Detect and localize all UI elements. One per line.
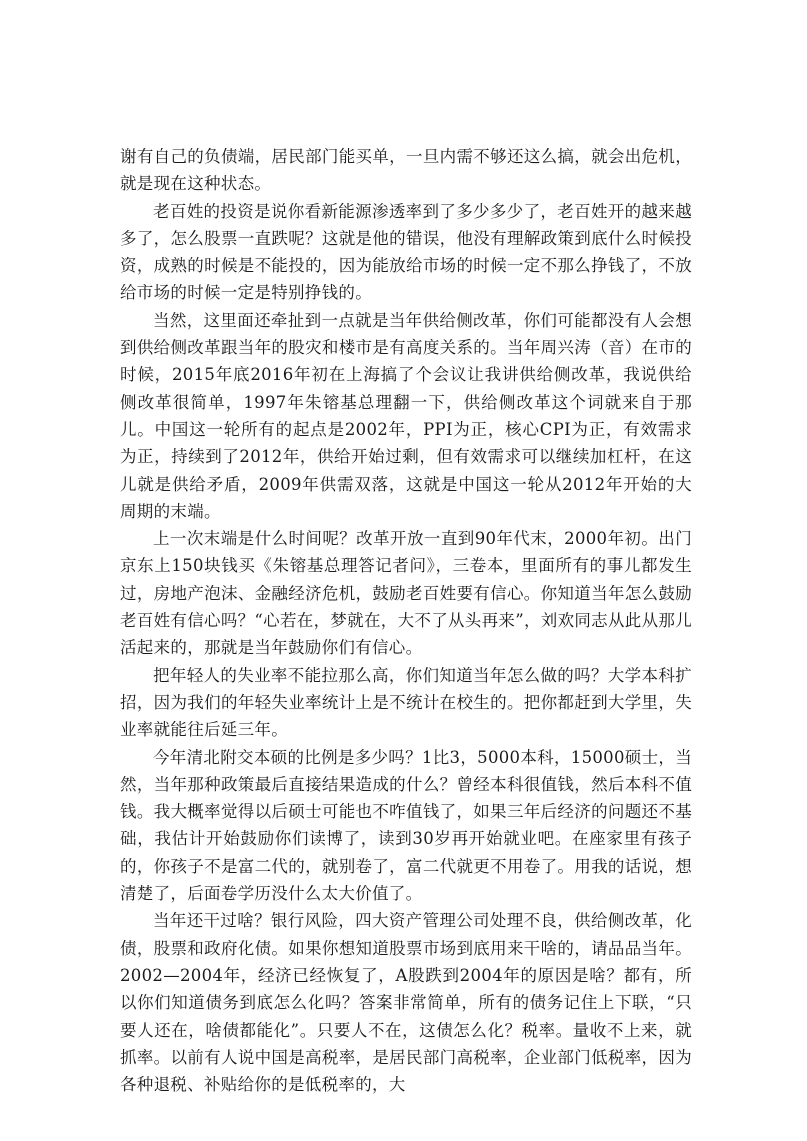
paragraph-supply-side-reform: 当然，这里面还牵扯到一点就是当年供给侧改革，你们可能都没有人会想到供给侧改革跟当年的股灾和楼市是有高度关系的。当年周兴涛（音）在市的时候，2015年底2016年初在上海搞了个会议让我讲供给侧改革，我说供给侧改革很简单，1997年朱镕基总理翻一下，供给侧改革这个词就来自于那儿。中国这一轮所有的起点是2002年，PPI为正，核心CPI为正，有效需求为正，持续到了2012年，供给开始过剩，但有效需求可以继续加杠杆，在这儿就是供给矛盾，2009年供需双落，这就是中国这一轮从2012年开始的大周期的末端。 <box>120 310 692 521</box>
paragraph-debt-resolution: 当年还干过啥？银行风险，四大资产管理公司处理不良，供给侧改革，化债，股票和政府化债。如果你想知道股票市场到底用来干啥的，请品品当年。2002—2004年，经济已经恢复了，A股跌到2004年的原因是啥？都有，所以你们知道债务到底怎么化吗？答案非常简单，所有的债务记住上下联，“只要人还在，啥债都能化”。只要人不在，这债怎么化？税率。量收不上来，就抓率。以前有人说中国是高税率，是居民部门高税率，企业部门低税率，因为各种退税、补贴给你的是低税率的，大 <box>120 911 692 1095</box>
paragraph-last-cycle: 上一次末端是什么时间呢？改革开放一直到90年代末，2000年初。出门京东上150块钱买《朱镕基总理答记者问》，三卷本，里面所有的事儿都发生过，房地产泡沫、金融经济危机，鼓励老百姓要有信心。你知道当年怎么鼓励老百姓有信心吗？“心若在，梦就在，大不了从头再来”，刘欢同志从此从那儿活起来的，那就是当年鼓励你们有信心。 <box>120 529 692 658</box>
paragraph-investment: 老百姓的投资是说你看新能源渗透率到了多少多少了，老百姓开的越来越多了，怎么股票一直跌呢？这就是他的错误，他没有理解政策到底什么时候投资，成熟的时候是不能投的，因为能放给市场的时候一定不那么挣钱了，不放给市场的时候一定是特别挣钱的。 <box>120 201 692 303</box>
paragraph-youth-unemployment: 把年轻人的失业率不能拉那么高，你们知道当年怎么做的吗？大学本科扩招，因为我们的年轻失业率统计上是不统计在校生的。把你都赶到大学里，失业率就能往后延三年。 <box>120 665 692 740</box>
article-body <box>120 143 692 1098</box>
paragraph-continued: 谢有自己的负债端，居民部门能买单，一旦内需不够还这么搞，就会出危机，就是现在这种状态。 <box>120 147 692 194</box>
paragraph-degree-ratio: 今年清北附交本硕的比例是多少吗？1比3，5000本科，15000硕士，当然，当年那种政策最后直接结果造成的什么？曾经本科很值钱，然后本科不值钱。我大概率觉得以后硕士可能也不咋值钱了，如果三年后经济的问题还不基础，我估计开始鼓励你们读博了，读到30岁再开始就业吧。在座家里有孩子的，你孩子不是富二代的，就别卷了，富二代就更不用卷了。用我的话说，想清楚了，后面卷学历没什么太大价值了。 <box>120 747 692 904</box>
